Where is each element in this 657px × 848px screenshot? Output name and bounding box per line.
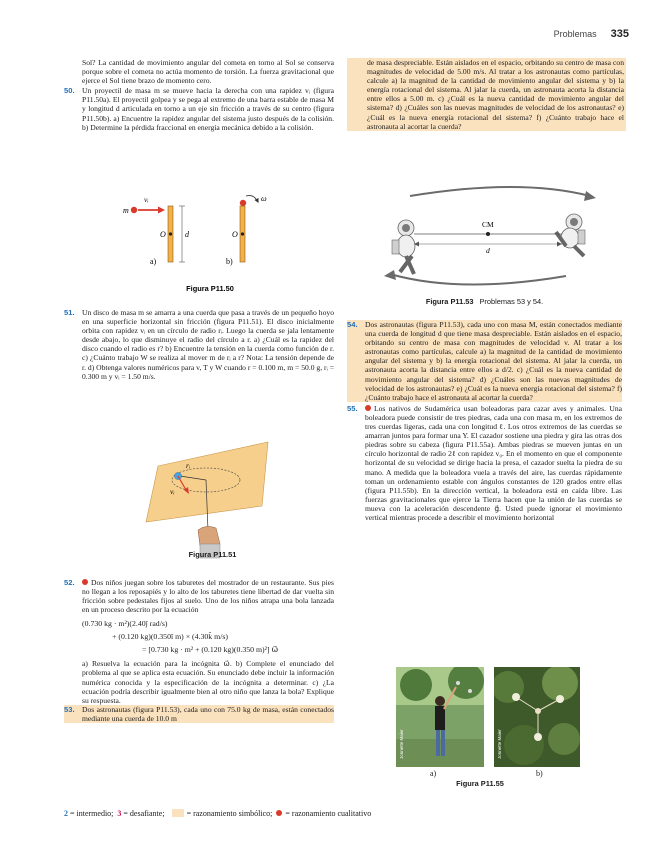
problem-number: 52. — [64, 578, 75, 587]
figure-caption: Figura P11.50 — [186, 284, 234, 293]
problem-50 — [64, 86, 334, 131]
legend-symbolic-text: = razonamiento simbólico; — [186, 809, 273, 818]
label-a: a) — [150, 257, 157, 266]
page-number: 335 — [610, 28, 629, 40]
figure-p11-51 — [140, 432, 285, 560]
equation — [82, 617, 334, 656]
problem-text: Dos astronautas (figura P11.53), cada uno con masa M, están conectados mediante una cuerda de longitud d que tiene masa despreciable. Están aislados en el espacio, orbitando su centro de masa con magnitudes de velocidad v. Al tratar a los astronautas como partículas, calcule a) la magnitud de la cantidad de movimiento angular del sistema y b) la energía rotacional del sistema. Al jalar la cuerda, un astronauta acorta la distancia entre ellos a d/2. c) ¿Cuál es la nueva cantidad de movimiento angular del sistema? d) ¿Cuáles son las nuevas magnitudes de velocidad de los astronautas? e) ¿Cuál es la nueva energía rotacional del sistema? f) ¿Cuánto trabajo hace el astronauta al acortar la cuerda? — [365, 320, 622, 402]
legend-challenging-text: = desafiante; — [123, 809, 165, 818]
label-v: vᵢ — [144, 195, 149, 204]
label-d: d — [185, 230, 189, 239]
photo-credit: Jonnette Maier — [399, 729, 404, 759]
qualitative-dot-icon — [365, 405, 371, 411]
problem-text: Dos astronautas (figura P11.53), cada uno con 75.0 kg de masa, están conectados mediante una cuerda de 10.0 m — [82, 704, 334, 723]
label-cm: CM — [482, 220, 494, 229]
problem-55 — [347, 404, 622, 522]
problem-text: Los nativos de Sudamérica usan boleadoras para cazar aves y animales. Una boleadora puede consistir de tres piedras, cada una con masa m, en los extremos de tres cuerdas ligeras, cada una con longitud ℓ. Los otros extremos de las cuerdas se amarran juntos para formar una Y. El cazador sostiene una piedra y gira las otras dos piedras sobre su cabeza (figura P11.55a). Ambas piedras se mueven juntas en un círculo horizontal de radio 2ℓ con rapidez v₀. En el momento en que el componente horizontal de su velocidad se dirige hacia la presa, el cazador suelta la piedra de su mano. A medida que la boleadora vuela a través del aire, las cuerdas rápidamente toman un ordenamiento estable con ángulos constantes de 120 grados entre ellas (figura P11.55b). En la dirección vertical, la boleadora está en caída libre. Las fuerzas gravitacionales que ejerce la Tierra hacen que la unión de las cuerdas se mueva con la aceleración descendente g⃗. Usted puede ignorar el movimiento vertical mientras procede a describir el movimiento horizontal — [365, 403, 622, 522]
photo-credit: Jonnette Maier — [497, 729, 502, 759]
symbolic-swatch-icon — [172, 809, 184, 817]
problem-number: 53. — [64, 704, 75, 714]
figure-caption: Figura P11.55 — [456, 779, 504, 788]
astronaut-left-icon — [392, 220, 415, 274]
problem-text: Dos niños juegan sobre los taburetes del mostrador de un restaurante. Sus pies no llegan a los reposapiés y lo alto de los taburetes tiene libertad de dar vuelta sin fricción sobre pedestales fijos al suelo. Uno de los niños atrapa una bola lanzada en un proceso descrito por la ecuación — [82, 578, 334, 615]
problem-53-continued: de masa despreciable. Están aislados en el espacio, orbitando su centro de masa con magnitudes de velocidad de 5.00 m/s. Al tratar a los astronautas como partículas, calcule a) la magnitud de la cantidad de movimiento angular del sistema y b) la energía rotacional del sistema. Al jalar la cuerda, un astronauta acorta la distancia entre ellos a 5.00 m. c) ¿Cuál es la nueva cantidad de movimiento angular del sistema? d) ¿Cuáles son las nuevas magnitudes de velocidad de los astronautas? e) ¿Cuál es la nueva energía rotacional del sistema? f) ¿Cuánto trabajo hace el astronauta al acortar la cuerda? — [347, 58, 626, 131]
label-d: d — [486, 246, 490, 255]
label-b: b) — [226, 257, 233, 266]
problem-text: Un disco de masa m se amarra a una cuerda que pasa a través de un pequeño hoyo en una superficie horizontal sin fricción (figura P11.51). El disco inicialmente orbita con rapidez vᵢ en un círculo de radio rᵢ. Luego la cuerda se jala lentamente desde abajo, lo que disminuye el radio del círculo a r. a) ¿Cuál es la rapidez del disco cuando el radio es r? b) Encuentre la tensión en la cuerda como función de r. c) ¿Cuánto trabajo W se realiza al mover m de rᵢ a r? Nota: La tensión depende de r. d) Obtenga valores numéricos para v, T y W cuando r = 0.100 m, m = 50.0 g, rᵢ = 0.300 m y vᵢ = 1.50 m/s. — [82, 308, 334, 381]
page-header — [554, 28, 629, 40]
equation-line-3: = [0.730 kg · m² + (0.120 kg)(0.350 m)²] ω⃗ — [142, 645, 279, 655]
problem-number: 50. — [64, 86, 75, 96]
figure-p11-55b-photo — [494, 667, 580, 767]
qualitative-dot-icon — [82, 579, 88, 585]
label-O-a: O — [160, 230, 166, 239]
left-column — [64, 58, 334, 132]
figure-p11-55a-photo — [396, 667, 484, 767]
left-column-2 — [64, 308, 334, 381]
problem-53 — [64, 705, 334, 723]
label-m: m — [123, 206, 129, 215]
section-title: Problemas — [553, 29, 597, 39]
legend-qualitative-text: = razonamiento cualitativo — [285, 809, 372, 818]
figure-p11-53 — [370, 184, 606, 292]
equation-line-2: + (0.120 kg)(0.350î m) × (4.30k̂ m/s) — [112, 632, 228, 642]
label-a: a) — [430, 769, 437, 778]
label-omega: ω — [261, 194, 267, 203]
left-column-3 — [64, 578, 334, 723]
problem-52-parts: a) Resuelva la ecuación para la incógnita ω⃗. b) Complete el enunciado del problema al que se aplica esta ecuación. Su enunciado debe incluir la información numérica conocida y la especificación de la incógnita a determinar. c) ¿La ecuación podría describir igualmente bien al otro niño que lanza la bola? Explique su respuesta. — [82, 659, 334, 705]
problem-number: 55. — [347, 403, 358, 413]
problem-52 — [64, 578, 334, 614]
intro-paragraph: Sol? La cantidad de movimiento angular del cometa en torno al Sol se conserva porque sobre el cometa no actúa momento de torsión. La fuerza gravitacional que ejerce el Sol tiene brazo de momento cero. — [82, 58, 334, 86]
figure-p11-50 — [120, 192, 300, 294]
problem-51 — [64, 308, 334, 381]
figure-caption: Figura P11.51 — [188, 550, 237, 559]
problem-text: Un proyectil de masa m se mueve hacia la derecha con una rapidez vᵢ (figura P11.50a). El proyectil golpea y se pega al extremo de una barra estable de masa M y longitud d articulada en torno a un eje sin fricción a través de su centro (figura P11.50b). a) Encuentre la rapidez angular del sistema justo después de la colisión. b) Determine la pérdida fraccional en energía mecánica debido a la colisión. — [82, 86, 334, 132]
label-v: vᵢ — [170, 487, 175, 496]
legend-challenging-number: 3 — [117, 809, 122, 818]
qualitative-dot-icon — [276, 810, 282, 816]
label-b: b) — [536, 769, 543, 778]
problem-number: 51. — [64, 308, 75, 317]
label-O-b: O — [232, 230, 238, 239]
equation-line-1: (0.730 kg · m²)(2.40ĵ rad/s) — [82, 619, 168, 629]
astronaut-right-icon — [556, 214, 585, 256]
label-r: rᵢ — [186, 461, 191, 470]
figure-caption: Figura P11.53 Problemas 53 y 54. — [425, 297, 544, 306]
legend — [64, 809, 371, 818]
right-column — [347, 320, 622, 522]
legend-intermediate-text: = intermedio; — [70, 809, 114, 818]
legend-intermediate-number: 2 — [64, 809, 68, 818]
problem-54 — [347, 320, 622, 402]
problem-number: 54. — [347, 320, 358, 329]
